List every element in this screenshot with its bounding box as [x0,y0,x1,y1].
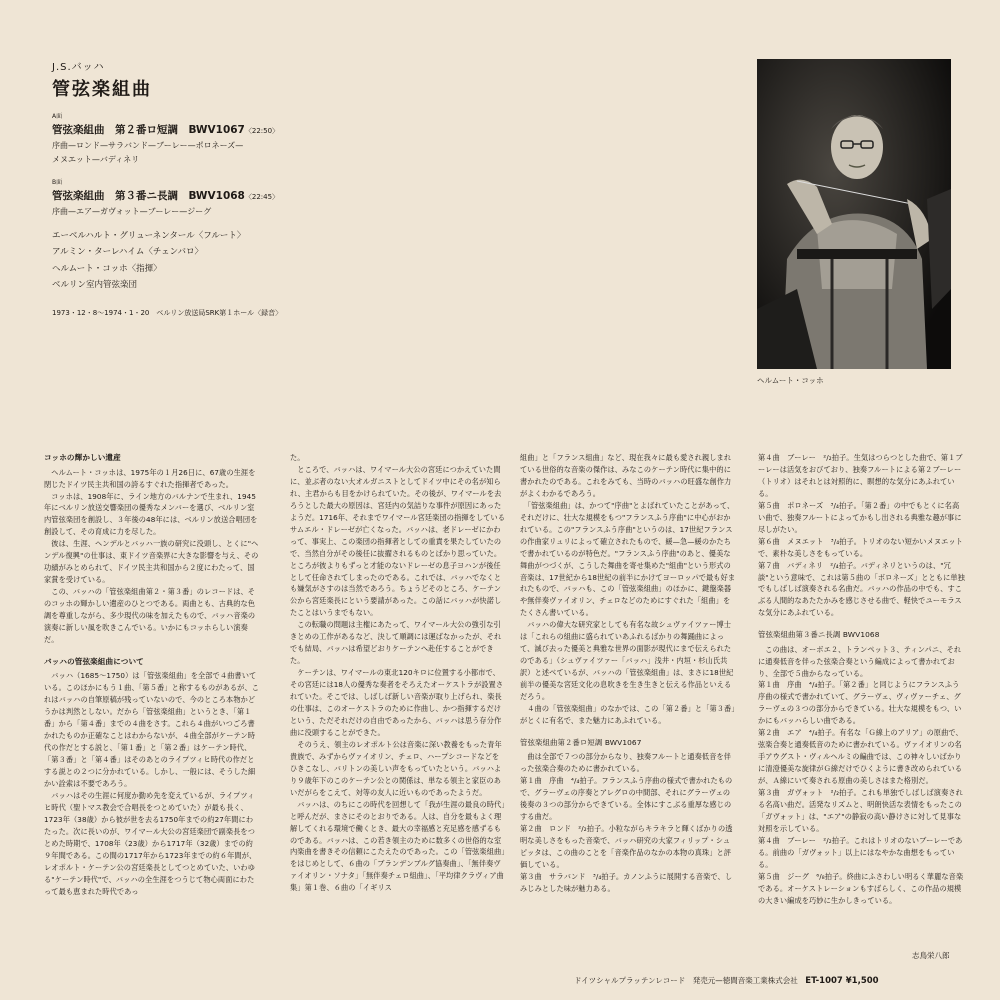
subheading-suite-2: 管弦楽組曲第２番ロ短調 BWV1067 [520,737,642,747]
side-a-label: A面 [52,113,63,120]
composer-name: J.S.バッハ [52,62,105,73]
piece-b-title [52,188,382,203]
paragraph: 第３曲 ガヴォット ²/₂拍子。これも単独でしばしば演奏される名高い曲だ。活発なリズムと、明朗快活な表情をもったこの「ガヴォット」は、"エア"の静寂の高い静けさに対して見事な対照を示している。 [758,788,963,833]
paragraph: た。 [290,453,305,462]
paragraph: 「管弦楽組曲」は、かつて"序曲"とよばれていたことがあって、それだけに、壮大な規模をもつ"フランスふう序曲"に中心がおかれている。この"フランスふう序曲"というのは、17世紀フランスの作曲家リュリによって確立されたもので、緩—急—緩のかたちで書かれているのが特色だ。"フランスふう序曲"のあと、優美な舞曲がつづくが、こうした舞曲を寄せ集めた"組曲"という形式の音楽は、17世紀から18世紀の前半にかけてヨーロッパで最も好まれたもので、バッハも、この「管弦楽組曲」のほかに、鍵盤楽器や無伴奏ヴァイオリン、チェロなどのためにすぐれた「組曲」をたくさん書いている。 [520,500,736,618]
paragraph: コッホは、1908年に、ライン地方のバルナンで生まれ、1945年にベルリン放送交響楽団の優秀なメンバーを選び、ベルリン室内管弦楽団を創設し、３年後の48年には、ベルリン放送合唱団を創設して、その育成に力を尽した。 [44,491,258,537]
heading-suites: バッハの管弦楽組曲について [44,656,144,666]
footer [574,975,879,986]
side-b-label: B面 [52,179,63,186]
photo-caption: ヘルムート・コッホ [757,376,824,385]
paragraph: ヘルムート・コッホは、1975年の１月26日に、67歳の生涯を閉じたドイツ民主共和国の誇るすぐれた指揮者であった。 [44,467,256,489]
album-title: 管弦楽組曲 [52,79,152,100]
movements-b: 序曲—エア—ガヴォット—ブーレー—ジーグ [52,207,212,216]
paragraph: 曲は全部で７つの部分からなり、独奏フルートと通奏低音を伴った弦楽合奏のために書かれている。 [520,752,732,774]
text-column-1 [44,452,260,898]
conductor-photo-image [757,59,951,369]
paragraph: 第５曲 ポロネーズ ³/₄拍子。「第２番」の中でもとくに名高い曲で、独奏フルートによってかもし出される典雅な趣が事に尽しがたい。 [758,500,962,534]
performer-conductor: ヘルムート・コッホ〈指揮〉 [52,263,162,274]
paragraph: ケーテンは、ワイマールの東北120キロに位置する小都市で、その宮廷には18人の優秀な奏者をそろえたオーケストラが設置されていた。そこでは、しばしば新しい音楽が取り上げられ、楽長の仕事は、このオーケストラのために作曲し、かつ指揮するだけという、ただそれだけの自由であったから、バッハは思う存分作曲に没頭することができた。 [290,668,504,737]
conductor-photo [757,59,951,369]
paragraph: 第２曲 ロンド ²/₂拍子。小粒ながらキラキラと輝くばかりの透明な美しさをもった音楽で、バッハ研究の大家フィリップ・シュピッタは、この曲のことを「音楽作品のなかの本物の真珠」と評価している。 [520,823,733,869]
text-column-2 [290,452,506,894]
paragraph: この曲は、オーボエ２、トランペット３、ティンパニ、それに通奏低音を伴った弦楽合奏という編成によって書かれており、全部で５曲からなっている。 [758,644,962,678]
paragraph: ところで、バッハは、ワイマール大公の宮廷につかえていた間に、並ぶ者のない大オルガニストとしてドイツ中にその名が知られ、主君からも目をかけられていた。その後が、ワイマールを去ろうとした最大の原因は、宮廷内の気詰りな事件が原因にあったようだ。1716年、それまでワイマール宮廷楽団の指揮をしているサムエル・ドレーゼが亡くなった。バッハは、老ドレーゼにかわって、事実上、この楽団の指揮者としての重責を果たしていたので、当然自分がその後任に抜擢されるものとばかり思っていた。ところが彼よりもずっと才能のないドレーゼの息子ヨハンが後任として任命されてしまったのである。これでは、バッハでなくとも嫌気がさすのは当然であろう。ちょうどそのところ、ケーテン公から宮廷楽長にという要請があった。この話にバッハが快諾したことはいうまでもない。 [290,464,506,618]
recording-info: 1973・12・8～1974・1・20 ベルリン放送局SRK第１ホール〈録音〉 [52,308,283,317]
piece-b-duration: 〈22:45〉 [244,193,280,201]
piece-a-duration: 〈22:50〉 [244,127,280,135]
catalog-price: ET-1007 ¥1,500 [805,976,879,986]
paragraph: 第１曲 序曲 ⁴/₄拍子。「第２番」と同じようにフランスふう序曲の様式で書かれていて、グラーヴェ、ヴィヴァーチェ、グラーヴェの３つの部分からできている。壮大な規模をもつ、いかにもバッハらしい曲である。 [758,680,962,726]
paragraph: バッハの偉大な研究家としても有名な故シュヴァイツァー博士は「これらの組曲に盛られていあふれるばかりの舞踊曲によって、滅び去った優美と典雅な世界の面影が現代にまで伝えられたのである」（シュヴァイツァー「バッハ」浅井・内垣・杉山氏共訳）と述べているが、バッハの「管弦楽組曲」は、まさに18世紀前半の優美な宮廷文化の息吹きを生き生きと伝える作品といえるだろう。 [520,620,734,702]
paragraph: そのうえ、領主のレオポルト公は音楽に深い教養をもった青年貴族で、みずからヴァイオリン、チェロ、ハープシコードなどをひきこなし、バリトンの美しい声をもっていたという。バッハより９歳年下のこのケーテン公との関係は、単なる領主と家臣のあいだがらをこえて、対等の友人に近いものであったようだ。 [290,739,502,797]
piece-b-name: 管弦楽組曲 第３番ニ長調 BWV1068 [52,190,245,202]
author-signature: 志鳥栄八郎 [912,951,950,960]
movements-a-line1: 序曲—ロンド—サラバンド—ブーレー—ポロネーズ— [52,141,244,150]
header-block [52,58,382,318]
performer-orchestra: ベルリン室内管弦楽団 [52,280,138,291]
footer-label: ドイツシャルプラッテンレコード 発売元—徳間音楽工業株式会社 [574,976,798,985]
text-column-4 [758,452,966,907]
paragraph: 第４曲 ブーレー ²/₂拍子。これはトリオのないブーレーである。前曲の「ガヴォット」以上にはなやかな曲想をもっている。 [758,835,963,869]
paragraph: ４曲の「管弦楽組曲」のなかでは、この「第２番」と「第３番」がとくに有名で、また魅力にあふれている。 [520,704,736,725]
heading-koch-legacy: コッホの輝かしい遺産 [44,453,121,462]
paragraph: 第２曲 エア ⁴/₄拍子。有名な「Ｇ線上のアリア」の原曲で、弦楽合奏と通奏低音のために書かれている。ヴァイオリンの名手アウグスト・ヴィルヘルミの編曲では、この神々しいばかりに清澄優美な旋律がＧ線だけでひくように書き改められているが、Ａ線にいて奏される原曲の美しさはまた格別だ。 [758,728,963,786]
movements-a-line2: メヌエット—バディネリ [52,155,140,164]
paragraph: 第６曲 メヌエット ³/₄拍子。トリオのない短かいメヌエットで、素朴な美しさをもっている。 [758,536,963,558]
paragraph: 第３曲 サラバンド ³/₄拍子。カノンふうに展開する音楽で、しみじみとした味が魅力ある。 [520,871,733,893]
paragraph: この、バッハの「管弦楽組曲第２・第３番」のレコードは、そのコッホの輝かしい遺産のひとつである。両曲とも、古典的な色調を尊重しながら、多少現代の味を加えたもので、バッハ音楽の演奏に新しい風を吹きこんでいる。いかにもコッホらしい演奏だ。 [44,587,256,644]
paragraph: 第１曲 序曲 ⁴/₄拍子。フランスふう序曲の様式で書かれたもので、グラーヴェの序奏とアレグロの中間部、それにグラーヴェの後奏の３つの部分からできている。全体にすこぶる重厚な感じのする曲だ。 [520,776,733,821]
paragraph: 彼は、生涯、ヘンデルとバッハ一族の研究に没頭し、とくに"ヘンデル復興"の仕事は、東ドイツ音楽界に大きな影響を与え、その功績がみとめられて、ドイツ民主共和国から２度にわたって、国家賞を受けている。 [44,539,259,585]
subheading-suite-3: 管弦楽組曲第３番ニ長調 BWV1068 [758,630,880,640]
paragraph: 組曲」と「フランス組曲」など、現在我々に最も愛され親しまれている世俗的な音楽の傑作は、みなこのケーテン時代に集中的に書かれたのである。これをみても、当時のバッハの旺盛な創作力がよくわかるであろう。 [520,453,732,498]
performers-list [52,231,382,292]
performer-flute: エーベルハルト・グリューネンタール〈フルート〉 [52,231,246,241]
piece-a-name: 管弦楽組曲 第２番ロ短調 BWV1067 [52,124,245,136]
paragraph: バッハは、のちにこの時代を回想して「我が生涯の最良の時代」と呼んだが、まさにそのとおりである。人は、自分を最もよく理解してくれる環境で働くとき、最大の幸福感と充足感を感ずるものである。バッハは、この若き領主のために数多くの世俗的な室内楽曲を書きその信頼にこたえたのであった。この「管弦楽組曲」をはじめとして、６曲の「ブランデンブルグ協奏曲」、「無伴奏ヴァイオリン・ソナタ」「無伴奏チェロ組曲」、「平均律クラヴィア曲集」第１巻、６曲の「イギリス [290,799,506,893]
performer-cembalo: アルミン・ターレハイム〈チェンバロ〉 [52,247,204,258]
paragraph: 第５曲 ジーグ ⁶/₈拍子。終曲にふさわしい明るく華麗な音楽である。オーケストレーションもすばらしく、この作品の規模の大きい編成を巧妙に生かしきっている。 [758,871,964,905]
paragraph: 第４曲 ブーレー ²/₂拍子。生気はつらつとした曲で、第１ブーレーは活気をおびており、独奏フルートによる第２ブーレー（トリオ）はそれとは対照的に、瞑想的な気分にあふれている。 [758,453,963,498]
paragraph: バッハはその生涯に何度か勤め先を変えているが、ライプツィヒ時代（聖トマス教会で合唱長をつとめていた）が最も長く、1723年（38歳）から彼が世を去る1750年までの約27年間にわたった。次に長いのが、ワイマール大公の宮廷楽団で副楽長をつとめた時期で、1708年（23歳）から1717年（32歳）までの約９年間である。この間の1717年から1723年までの約６年間が、レオポルト・ケーテン公の宮廷楽長としてつとめていた、いわゆる"ケーテン時代"で、バッハの全生涯をつうじて物心両面にわたって最も恵まれた時代であっ [44,791,257,896]
paragraph: この転職の問題は主権にあたって、ワイマール大公の強引な引きとめの工作があるなど、決して順調には運ばなかったが、それでも結局、バッハは希望どおりケーテンへ赴任することができた。 [290,620,502,666]
paragraph: 第７曲 バディネリ ²/₄拍子。バディネリというのは、"冗談"という意味で、これは第５曲の「ボロネーズ」とともに単独でもしばしば演奏される名曲だ。バッハの作品の中でも、すこぶる人間的なあたたかみを感じさせる曲で、軽快でユーモラスな気分にあふれている。 [758,560,965,618]
piece-a-title [52,122,382,137]
paragraph: バッハ（1685～1750）は「管弦楽組曲」を全部で４曲書いている。このほかにもう１曲、「第５番」と称するものがあるが、これはバッハの自筆原稿が残っていないので、今のところ本物かどうかは判然としない。だから「管弦楽組曲」というとき、「第１番」から「第４番」までの４曲をさす。これら４曲がいつごろ書かれたものか正確なことはわからないが、４曲全部がケーテン時代の作だとする説と、「第１番」と「第２番」はケーテン時代、「第３番」と「第４番」はそのあとのライプツィヒ時代の作だとする説との２つに分かれている。しかし、一般には、そうした細かい詮索は不要であろう。 [44,671,260,789]
text-column-3 [520,452,736,895]
